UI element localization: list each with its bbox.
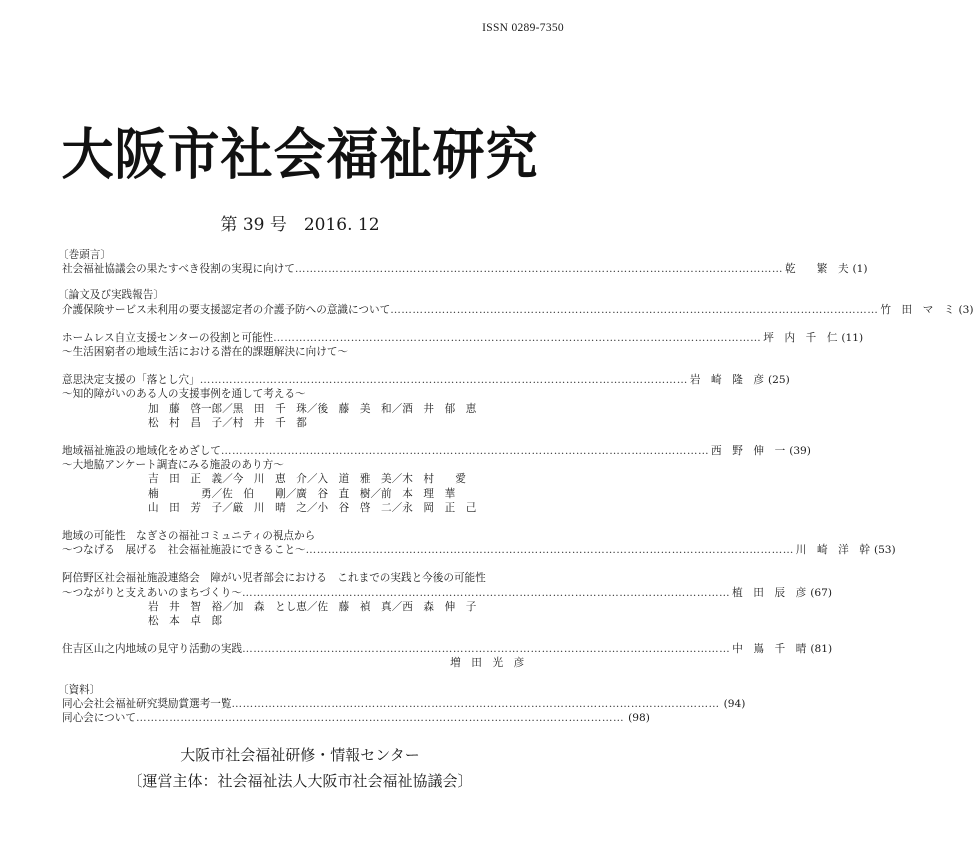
toc-section-materials bbox=[58, 683, 746, 726]
entry-author: 乾 繁 夫 bbox=[784, 263, 849, 276]
entry-page: (53) bbox=[873, 544, 896, 557]
toc-entry bbox=[62, 711, 650, 725]
toc-entry bbox=[62, 262, 868, 276]
entry-title: ホームレス自立支援センターの役割と可能性 bbox=[62, 331, 274, 344]
entry-author: 川 崎 洋 幹 bbox=[795, 544, 870, 557]
entry-page: (67) bbox=[810, 586, 833, 599]
dot-leader: …………………………………………………………………………………………………………………… bbox=[294, 263, 783, 276]
entry-author: 岩 崎 隆 彦 bbox=[689, 374, 764, 387]
section-heading: 〔資料〕 bbox=[58, 683, 101, 696]
entry-subtitle: ～つながりと支えあいのまちづくり～ bbox=[62, 586, 242, 599]
entry-title: 阿倍野区社会福祉施設連絡会 障がい児者部会における これまでの実践と今後の可能性 bbox=[62, 572, 486, 585]
entry-coauthors: 松 村 昌 子／村 井 千 都 bbox=[148, 416, 307, 429]
dot-leader: …………………………………………………………………………………………………………………… bbox=[220, 445, 710, 458]
toc-entry-sub bbox=[62, 387, 550, 401]
table-of-contents bbox=[58, 248, 974, 725]
entry-page: (98) bbox=[628, 712, 650, 725]
dot-leader: …………………………………………………………………………………………………………………… bbox=[305, 544, 794, 557]
entry-title: 意思決定支援の「落とし穴」 bbox=[62, 374, 200, 387]
entry-coauthors: 山 田 芳 子／厳 川 晴 之／小 谷 啓 二／永 岡 正 己 bbox=[148, 501, 477, 514]
entry-author: 西 野 伸 一 bbox=[711, 445, 786, 458]
entry-page: (94) bbox=[723, 697, 746, 710]
entry-subtitle: ～大地脇アンケート調査にみる施設のあり方～ bbox=[62, 459, 284, 472]
dot-leader: …………………………………………………………………………………………………………………… bbox=[242, 586, 731, 599]
toc-entry bbox=[62, 642, 833, 656]
entry-author: 竹 田 マ ミ bbox=[880, 303, 955, 316]
toc-entry-sub bbox=[62, 543, 896, 557]
entry-coauthors: 岩 井 智 裕／加 森 とし恵／佐 藤 禎 真／西 森 伸 子 bbox=[148, 600, 477, 613]
toc-entry bbox=[62, 571, 550, 585]
entry-title: 同心会について bbox=[62, 712, 136, 725]
toc-entry bbox=[62, 303, 974, 317]
publisher-name: 大阪市社会福祉研修・情報センター bbox=[180, 746, 420, 764]
entry-coauthors: 松 本 卓 郎 bbox=[148, 615, 223, 628]
toc-entry bbox=[62, 331, 864, 345]
dot-leader: …………………………………………………………………………………………………………………… bbox=[273, 331, 762, 344]
entry-page: (25) bbox=[768, 374, 790, 387]
entry-coauthors: 加 藤 啓一郎／黒 田 千 珠／後 藤 美 和／酒 井 郁 恵 bbox=[148, 402, 477, 415]
entry-coauthors: 吉 田 正 義／今 川 恵 介／入 道 雅 美／木 村 愛 bbox=[148, 473, 466, 486]
entry-author: 坪 内 千 仁 bbox=[763, 331, 838, 344]
entry-page: (39) bbox=[789, 445, 811, 458]
dot-leader: …………………………………………………………………………………………………………………… bbox=[231, 697, 720, 710]
entry-title: 同心会社会福祉研究奨励賞選考一覧 bbox=[62, 697, 232, 710]
section-heading: 〔論文及び実践報告〕 bbox=[58, 289, 164, 302]
journal-title: 大阪市社会福祉研究 bbox=[61, 123, 539, 188]
entry-title: 地域福祉施設の地域化をめざして bbox=[62, 445, 221, 458]
entry-coauthors: 楠 勇／佐 伯 剛／廣 谷 直 樹／前 本 理 華 bbox=[148, 487, 456, 500]
toc-entry bbox=[62, 697, 746, 711]
entry-subtitle: ～生活困窮者の地域生活における潜在的課題解決に向けて～ bbox=[62, 346, 349, 359]
toc-entry-sub bbox=[62, 656, 550, 670]
issn-number: ISSN 0289-7350 bbox=[482, 22, 564, 34]
entry-page: (1) bbox=[852, 263, 868, 276]
issue-number: 第 39 号 2016. 12 bbox=[220, 215, 380, 235]
dot-leader: …………………………………………………………………………………………………………………… bbox=[390, 303, 879, 316]
dot-leader: …………………………………………………………………………………………………………………… bbox=[199, 374, 688, 387]
entry-title: 社会福祉協議会の果たすべき役割の実現に向けて bbox=[62, 263, 295, 276]
entry-page: (11) bbox=[841, 331, 864, 344]
toc-section-foreword bbox=[58, 248, 868, 276]
entry-author: 植 田 辰 彦 bbox=[732, 586, 807, 599]
section-heading: 〔巻頭言〕 bbox=[58, 249, 111, 261]
entry-subtitle: ～知的障がいのある人の支援事例を通して考える～ bbox=[62, 388, 306, 401]
operator-name: 〔運営主体：社会福祉法人大阪市社会福祉協議会〕 bbox=[127, 772, 473, 790]
entry-page: (81) bbox=[810, 643, 833, 656]
toc-entry bbox=[62, 529, 550, 543]
entry-coauthors: 増 田 光 彦 bbox=[450, 657, 525, 670]
entry-author: 中 嶌 千 晴 bbox=[732, 643, 807, 656]
toc-entry bbox=[62, 444, 811, 458]
dot-leader: …………………………………………………………………………………………………………………… bbox=[135, 712, 625, 725]
toc-entry bbox=[62, 373, 790, 387]
entry-title: 介護保険サービス未利用の要支援認定者の介護予防への意識について bbox=[62, 303, 391, 316]
toc-entry-sub bbox=[62, 586, 833, 600]
toc-section-papers bbox=[58, 288, 974, 670]
dot-leader: …………………………………………………………………………………………………………………… bbox=[242, 643, 731, 656]
entry-title: 地域の可能性 なぎさの福祉コミュニティの視点から bbox=[62, 530, 316, 543]
entry-subtitle: ～つなげる 展げる 社会福祉施設にできること～ bbox=[62, 544, 306, 557]
entry-page: (3) bbox=[958, 303, 974, 316]
entry-title: 住吉区山之内地域の見守り活動の実践 bbox=[62, 643, 243, 656]
